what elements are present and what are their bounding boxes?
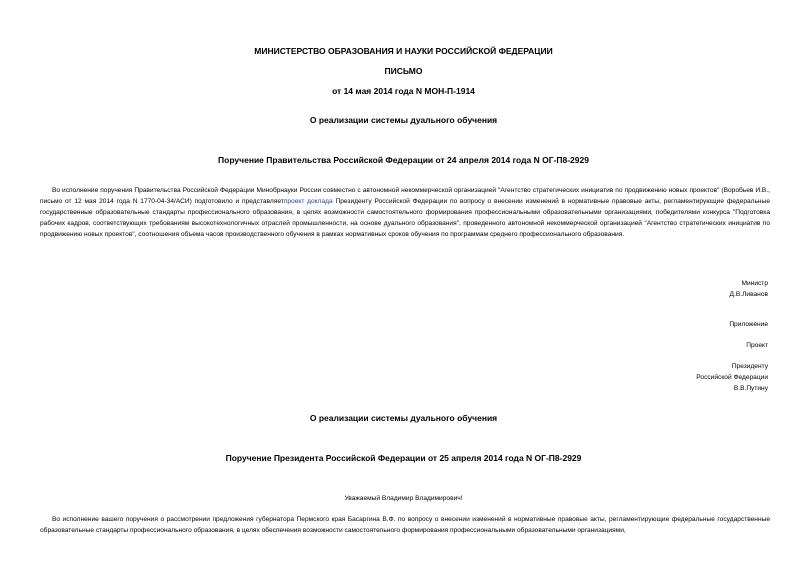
president-order: Поручение Президента Российской Федерации от 25 апреля 2014 года N ОГ-П8-2929	[225, 453, 582, 463]
appendix-label: Приложение	[729, 321, 768, 328]
main-paragraph	[40, 185, 770, 240]
document-date-number: от 14 мая 2014 года N МОН-П-1914	[332, 86, 475, 96]
signature-title: Министр	[741, 280, 768, 287]
document-type: ПИСЬМО	[384, 66, 423, 76]
draft-report-link[interactable]: проект доклада	[283, 198, 333, 205]
addressee-line-3: В.В.Путину	[733, 385, 768, 392]
addressee-line-2: Российской Федерации	[696, 374, 768, 381]
addressee-line-1: Президенту	[731, 363, 768, 370]
ministry-heading: МИНИСТЕРСТВО ОБРАЗОВАНИЯ И НАУКИ РОССИЙСКОЙ ФЕДЕРАЦИИ	[254, 46, 553, 56]
greeting: Уважаемый Владимир Владимирович!	[344, 495, 463, 502]
document-subject: О реализации системы дуального обучения	[309, 115, 498, 125]
appendix-paragraph: Во исполнение вашего поручения о рассмотрении предложения губернатора Пермского края Басаргина В.Ф. по вопросу о внесении изменений в нормативные правовые акты, регламентирующие федеральные государственные образовательные стандарты профессионального образования, в целях обеспечения возможности самостоятельного формирования профессиональными образовательными организациями,	[40, 516, 770, 534]
government-order: Поручение Правительства Российской Федерации от 24 апреля 2014 года N ОГ-П8-2929	[218, 155, 589, 165]
paragraph-text-end: Президенту Российской Федерации по вопросу о внесении изменений в нормативные правовые акты, регламентирующие федеральные государственные образовательные стандарты профессионального образования, в целях возможности самостоятельного формирования профессиональными образовательными организациями, победителями конкурса "Подготовка рабочих кадров, соответствующих требованиям высокотехнологичных отраслей промышленности, на основе дуального образования", проведенного автономной некоммерческой организацией "Агентство стратегических инициатив по продвижению новых проектов", соотношения объема часов производственного обучения в рамках нормативных сроков обучения по программам среднего профессионального образования.	[40, 198, 770, 238]
project-label: Проект	[746, 342, 768, 349]
signature-name: Д.В.Ливанов	[729, 291, 768, 298]
appendix-subject: О реализации системы дуального обучения	[309, 413, 498, 423]
paragraph-text-start: Во исполнение поручения Правительства Российской Федерации Минобрнауки России совместно с автономной некоммерческой организацией "Агентство стратегических инициатив по продвижению новых проектов" (Воробьев И.В., письмо от 12 мая 2014 года N 1770-04-34/АСИ) подготовило и представляет	[40, 187, 770, 205]
